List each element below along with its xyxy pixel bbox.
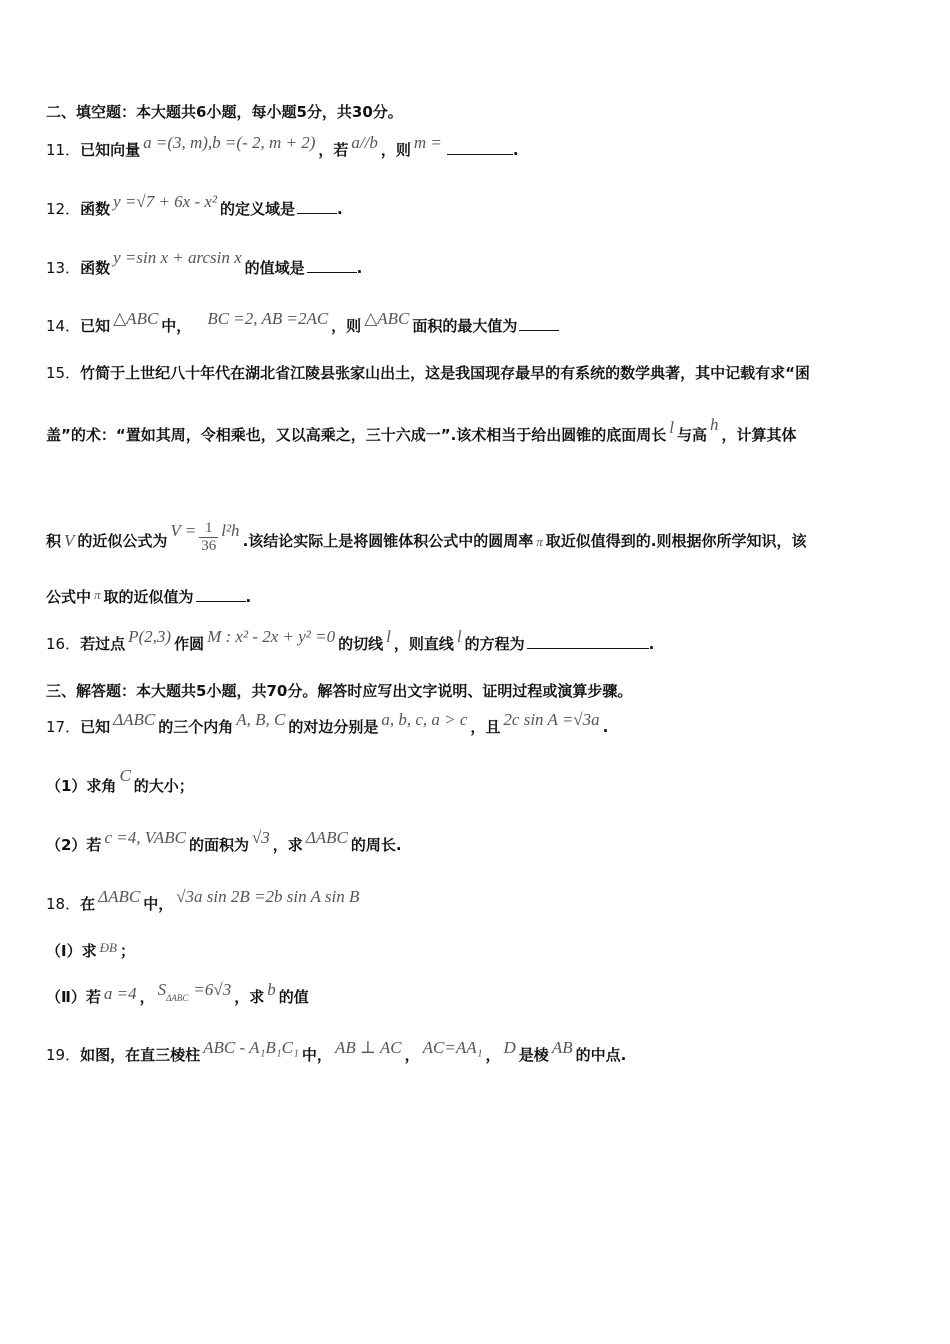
question-18 <box>46 887 362 915</box>
math: ÐB <box>99 940 117 955</box>
math: P(2,3) <box>128 627 172 646</box>
text: 的面积为 <box>188 836 249 854</box>
text: . <box>648 635 655 653</box>
math: l <box>669 418 675 437</box>
text: 中， <box>161 317 192 335</box>
section-heading-solve: 三、解答题：本大题共5小题，共70分。解答时应写出文字说明、证明过程或演算步骤。 <box>46 682 633 700</box>
math: D <box>503 1038 516 1057</box>
question-number: 17． <box>46 718 81 736</box>
text: 已知向量 <box>80 141 141 159</box>
math: π <box>536 534 543 549</box>
math: l <box>386 627 391 646</box>
math: π <box>94 587 101 602</box>
text: . <box>602 718 609 736</box>
text: 若过点 <box>80 635 126 653</box>
text: （Ⅱ）若 <box>46 988 101 1006</box>
math: m = <box>413 133 442 152</box>
text: . <box>512 141 519 159</box>
answer-blank[interactable] <box>447 140 513 155</box>
question-18-part-2 <box>46 980 309 1010</box>
question-number: 16． <box>46 635 81 653</box>
math: ABC - A₁B₁C₁ <box>203 1038 299 1057</box>
math: M : x² - 2x + y² =0 <box>207 627 336 646</box>
subscript: ΔABC <box>166 993 189 1003</box>
question-15-line-1 <box>46 362 810 384</box>
answer-blank[interactable] <box>196 587 246 602</box>
question-number: 18． <box>46 895 81 913</box>
question-13 <box>46 248 363 279</box>
question-number: 11． <box>46 141 81 159</box>
question-number: 14． <box>46 317 81 335</box>
question-number: 13． <box>46 259 81 277</box>
text: 公式中 <box>46 588 92 606</box>
text: 函数 <box>80 200 111 218</box>
text: 已知 <box>80 317 111 335</box>
text: . <box>245 588 252 606</box>
section-heading-fill-in: 二、填空题：本大题共6小题，每小题5分，共30分。 <box>46 103 403 121</box>
text: ， <box>139 988 155 1006</box>
math: l²h <box>221 521 240 540</box>
text: 的定义域是 <box>220 200 296 218</box>
math: △ABC <box>113 309 159 328</box>
text: 中， <box>143 895 174 913</box>
text: ，则 <box>331 317 362 335</box>
text: 面积的最大值为 <box>412 317 518 335</box>
question-number: 19． <box>46 1046 81 1064</box>
question-18-part-1 <box>46 940 135 963</box>
text: .该结论实际上是将圆锥体积公式中的圆周率 <box>242 532 534 550</box>
math: ΔABC <box>305 828 348 847</box>
question-12 <box>46 192 343 220</box>
answer-blank[interactable] <box>519 316 559 331</box>
text: 积 <box>46 532 62 550</box>
question-19 <box>46 1038 627 1066</box>
text: 与高 <box>677 426 708 444</box>
text: （2）若 <box>46 836 102 854</box>
math: C <box>119 766 131 785</box>
text: 是棱 <box>518 1046 549 1064</box>
math: 2c sin A =√3a <box>503 710 600 729</box>
text: 取近似值得到的.则根据你所学知识，该 <box>545 532 807 550</box>
text: ，求 <box>272 836 303 854</box>
text: ，则 <box>380 141 411 159</box>
text: 取的近似值为 <box>103 588 194 606</box>
math: a//b <box>351 133 378 152</box>
text: 的对边分别是 <box>288 718 379 736</box>
math: √3 <box>251 828 270 847</box>
math: △ABC <box>364 309 410 328</box>
question-17-part-1 <box>46 766 194 797</box>
math: AC=AA₁ <box>422 1038 483 1057</box>
math: V <box>64 531 75 550</box>
text: 盖”的术：“置如其周，令相乘也，又以高乘之，三十六成一”.该术相当于给出圆锥的底面周长 <box>46 426 667 444</box>
text: . <box>356 259 363 277</box>
math: a =4 <box>103 984 137 1003</box>
text: 的值 <box>278 988 309 1006</box>
math: a, b, c, a > c <box>381 710 468 729</box>
math: V = <box>170 521 197 540</box>
math: AB <box>551 1038 573 1057</box>
text: （1）求角 <box>46 777 117 795</box>
text: （Ⅰ）求 <box>46 942 97 960</box>
text: 在 <box>80 895 96 913</box>
question-15-line-3 <box>46 520 807 559</box>
math: c =4, VABC <box>104 828 186 847</box>
math: y =sin x + arcsin x <box>113 248 242 267</box>
answer-blank[interactable] <box>307 258 357 273</box>
math: l <box>456 627 462 646</box>
text: ，若 <box>318 141 349 159</box>
numerator: 1 <box>199 520 218 538</box>
text: 作圆 <box>174 635 205 653</box>
text: 的三个内角 <box>158 718 234 736</box>
text: 的切线 <box>338 635 384 653</box>
denominator: 36 <box>201 538 217 554</box>
text: ； <box>119 942 135 960</box>
text: 如图，在直三棱柱 <box>80 1046 201 1064</box>
question-14 <box>46 309 559 337</box>
math: ΔABC <box>113 710 156 729</box>
answer-blank[interactable] <box>527 634 649 649</box>
math: y =√7 + 6x - x² <box>113 192 218 211</box>
text: ，且 <box>470 718 501 736</box>
question-16 <box>46 627 655 655</box>
text: 中， <box>301 1046 332 1064</box>
text: 的周长. <box>350 836 402 854</box>
math: A, B, C <box>236 710 286 729</box>
answer-blank[interactable] <box>297 199 337 214</box>
question-number: 12． <box>46 200 81 218</box>
math: S <box>157 980 167 999</box>
text: 的大小； <box>133 777 194 795</box>
text: 的中点. <box>575 1046 627 1064</box>
question-15-line-4 <box>46 586 251 609</box>
text: ，求 <box>234 988 265 1006</box>
math: b <box>267 980 276 999</box>
text: ， <box>404 1046 420 1064</box>
math: BC =2, AB =2AC <box>207 309 329 328</box>
math: √3a sin 2B =2b sin A sin B <box>176 887 360 906</box>
text: 已知 <box>80 718 111 736</box>
question-17-part-2 <box>46 828 402 856</box>
text: ，计算其体 <box>721 426 797 444</box>
question-17 <box>46 710 609 738</box>
math: AB ⊥ AC <box>334 1038 402 1057</box>
math: a =(3, m),b =(- 2, m + 2) <box>143 133 316 152</box>
text: 的近似公式为 <box>77 532 168 550</box>
text: 竹简于上世纪八十年代在湖北省江陵县张家山出土，这是我国现存最早的有系统的数学典著，其中记载有求“囷 <box>80 364 810 382</box>
text: . <box>337 200 343 218</box>
text: ，则直线 <box>393 635 454 653</box>
text: ， <box>485 1046 501 1064</box>
question-11 <box>46 133 519 161</box>
math: h <box>710 415 719 434</box>
question-number: 15． <box>46 364 81 382</box>
fraction <box>199 520 218 555</box>
math: =6√3 <box>193 980 232 999</box>
text: 函数 <box>80 259 111 277</box>
math: ΔABC <box>98 887 141 906</box>
text: 的值域是 <box>244 259 305 277</box>
question-15-line-2 <box>46 415 797 446</box>
text: 的方程为 <box>464 635 525 653</box>
